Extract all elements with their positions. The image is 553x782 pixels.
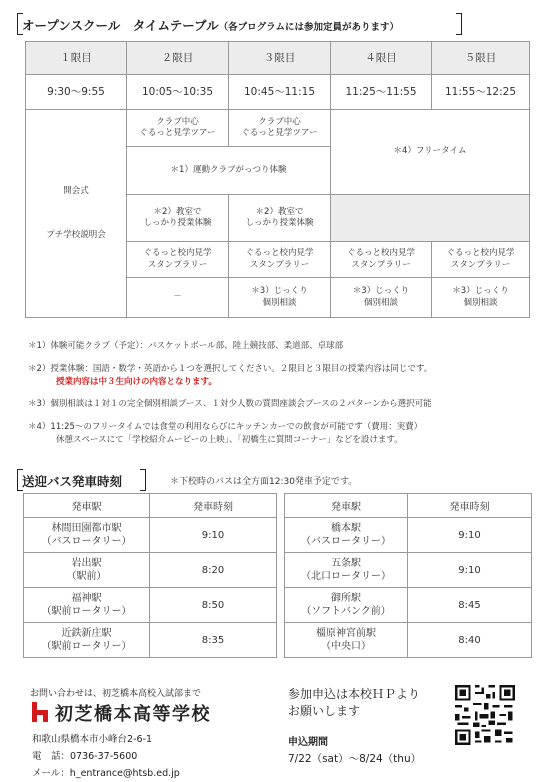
stamp-l1: ぐるっと校内見学 — [446, 248, 515, 259]
note-2 — [28, 363, 538, 389]
school-name: 初芝橋本高等学校 — [55, 704, 211, 725]
bus-header-station: 発車駅 — [24, 494, 150, 518]
stamp-rally-4 — [331, 242, 432, 278]
period-1: １限目 — [26, 42, 127, 75]
bus-station — [285, 588, 408, 623]
bus-station — [24, 588, 150, 623]
opening-cell — [26, 110, 127, 318]
mini-briefing: プチ学校説明会 — [46, 229, 106, 240]
period-3: ３限目 — [229, 42, 331, 75]
bus-time: 8:45 — [408, 588, 532, 623]
time-3: 10:45～11:15 — [229, 75, 331, 110]
consult-l1: ＊3）じっくり — [251, 286, 308, 297]
bus-time: 8:50 — [150, 588, 277, 623]
bus-station — [285, 518, 408, 553]
bus-gap — [277, 623, 285, 658]
station-sub: （中央口） — [321, 641, 371, 652]
station-name: 岩出駅 — [71, 558, 102, 569]
bus-row — [24, 623, 532, 658]
note-4-line1: ＊4）11:25～のフリータイムでは食堂の利用ならびにキッチンカーでの飲食が可能です（費用：実費） — [28, 422, 423, 432]
consult-l1: ＊3）じっくり — [452, 286, 509, 297]
consult-l1: ＊3）じっくり — [352, 286, 410, 297]
time-5: 11:55～12:25 — [432, 75, 530, 110]
class-exp-l2: しっかり授業体験 — [143, 218, 212, 228]
timetable-title-note: （各プログラムには参加定員があります） — [218, 22, 400, 33]
club-tour-l2: ぐるっと見学ツアー — [241, 128, 318, 138]
note-4 — [28, 421, 538, 447]
period-4: ４限目 — [331, 42, 432, 75]
club-tour-l2: ぐるっと見学ツアー — [139, 128, 216, 138]
phone: 電 話：0736-37-5600 — [32, 751, 138, 762]
class-experience-3 — [229, 195, 331, 242]
bus-header-time: 発車時刻 — [150, 494, 277, 518]
consult-l2: 個別相談 — [363, 297, 398, 308]
stamp-l1: ぐるっと校内見学 — [143, 248, 212, 259]
station-sub: （北口ロータリー） — [301, 571, 391, 582]
station-sub: （ソフトバンク前） — [301, 606, 391, 617]
class-experience-2 — [127, 195, 229, 242]
bus-time: 8:35 — [150, 623, 277, 658]
bus-gap — [277, 494, 285, 518]
bus-gap — [277, 553, 285, 588]
consult-l2: 個別相談 — [262, 297, 297, 308]
station-sub: （駅前） — [66, 571, 107, 582]
bus-gap — [277, 588, 285, 623]
period-5: ５限目 — [432, 42, 530, 75]
stamp-l2: スタンプラリー — [351, 259, 411, 270]
station-name: 五条駅 — [331, 558, 361, 569]
bus-time: 8:20 — [150, 553, 277, 588]
club-tour-2 — [127, 110, 229, 147]
station-name: 近鉄新庄駅 — [61, 628, 112, 639]
timetable — [25, 41, 530, 318]
opening-ceremony: 開会式 — [63, 186, 89, 197]
consult-3 — [229, 278, 331, 318]
bus-station — [24, 553, 150, 588]
contact-intro: お問い合わせは、初芝橋本高校入試部まで — [30, 689, 202, 699]
apply-line-2: お願いします — [288, 704, 361, 719]
bus-table — [23, 493, 532, 658]
bus-time: 8:40 — [408, 623, 532, 658]
period-header-row — [26, 42, 530, 75]
club-tour-l1: クラブ中心 — [258, 116, 301, 127]
station-sub: （駅前ロータリー） — [41, 641, 132, 652]
stamp-rally-3 — [229, 242, 331, 278]
bus-header-row — [24, 494, 532, 518]
bus-station — [285, 623, 408, 658]
note-4-line2: 休憩スペースにて「学校紹介ムービーの上映」、「初橋生に質問コーナー」などを設けます。 — [56, 434, 403, 445]
note-2-red: 授業内容は中３生向けの内容となります。 — [56, 376, 217, 387]
note-1: ＊1）体験可能クラブ（予定）：バスケットボール部、陸上競技部、柔道部、卓球部 — [28, 341, 344, 351]
bus-row — [24, 518, 532, 553]
stamp-rally-2 — [127, 242, 229, 278]
station-name: 福神駅 — [71, 593, 102, 604]
time-1: 9:30～9:55 — [26, 75, 127, 110]
time-2: 10:05～10:35 — [127, 75, 229, 110]
stamp-l2: スタンプラリー — [450, 259, 511, 270]
bus-station — [24, 518, 150, 553]
period: 7/22（sat）～8/24（thu） — [288, 753, 422, 765]
consult-5 — [432, 278, 530, 318]
class-exp-l1: ＊2）教室で — [255, 206, 304, 217]
bus-title: 送迎バス発車時刻 — [22, 474, 123, 489]
stamp-l2: スタンプラリー — [249, 259, 310, 270]
email: メール：h_entrance@htsb.ed.jp — [32, 768, 180, 779]
timetable-title-text: オープンスクール タイムテーブル — [22, 18, 219, 33]
station-sub: （駅前ロータリー） — [41, 606, 132, 617]
bus-header-time: 発車時刻 — [408, 494, 532, 518]
station-name: 林間田園都市駅 — [51, 523, 122, 534]
club-experience: ＊1）運動クラブがっつり体験 — [127, 147, 331, 195]
qr-code-icon[interactable] — [453, 683, 517, 747]
footer — [0, 678, 553, 782]
bus-row — [24, 553, 532, 588]
station-sub: （バスロータリー） — [41, 536, 132, 547]
club-tour-3 — [229, 110, 331, 147]
bus-station — [24, 623, 150, 658]
address: 和歌山県橋本市小峰台2-6-1 — [32, 734, 152, 745]
class-exp-l1: ＊2）教室で — [153, 206, 202, 217]
period-label: 申込期間 — [288, 737, 328, 748]
note-2-text: ＊2）授業体験：国語・数学・英語から１つを選択してください。２限目と３限目の授業内容は同じです。 — [28, 363, 433, 374]
free-time: ＊4）フリータイム — [331, 110, 530, 195]
bus-station — [285, 553, 408, 588]
consult-4 — [331, 278, 432, 318]
consult-l2: 個別相談 — [463, 297, 498, 308]
bus-time: 9:10 — [408, 518, 532, 553]
station-sub: （バスロータリー） — [301, 536, 391, 547]
stamp-l1: ぐるっと校内見学 — [245, 248, 314, 259]
stamp-l2: スタンプラリー — [147, 259, 208, 270]
club-tour-l1: クラブ中心 — [156, 116, 199, 127]
bus-row — [24, 588, 532, 623]
title-bracket-right — [456, 13, 462, 35]
apply-line-1: 参加申込は本校ＨＰより — [288, 687, 421, 701]
note-3: ＊3）個別相談は１対１の完全個別相談ブース、１対少人数の質問座談会ブースの２パターンから選択可能 — [28, 399, 432, 410]
class-exp-l2: しっかり授業体験 — [245, 218, 314, 228]
bus-header-station: 発車駅 — [285, 494, 408, 518]
bus-bracket-right — [140, 469, 146, 491]
bus-note: ＊下校時のバスは全方面12:30発車予定です。 — [170, 477, 358, 487]
station-name: 橿原神宮前駅 — [316, 628, 376, 639]
dash-cell: － — [127, 278, 229, 318]
period-2: ２限目 — [127, 42, 229, 75]
stamp-rally-5 — [432, 242, 530, 278]
time-4: 11:25～11:55 — [331, 75, 432, 110]
bus-gap — [277, 518, 285, 553]
timetable-title — [22, 16, 399, 34]
stamp-l1: ぐるっと校内見学 — [346, 248, 415, 259]
time-row — [26, 75, 530, 110]
bus-time: 9:10 — [408, 553, 532, 588]
apply-text — [288, 686, 420, 721]
station-name: 御所駅 — [331, 593, 361, 604]
station-name: 橋本駅 — [331, 523, 361, 534]
bus-time: 9:10 — [150, 518, 277, 553]
empty-cell — [331, 195, 530, 242]
notes — [28, 340, 538, 457]
school-logo-icon — [32, 702, 50, 722]
